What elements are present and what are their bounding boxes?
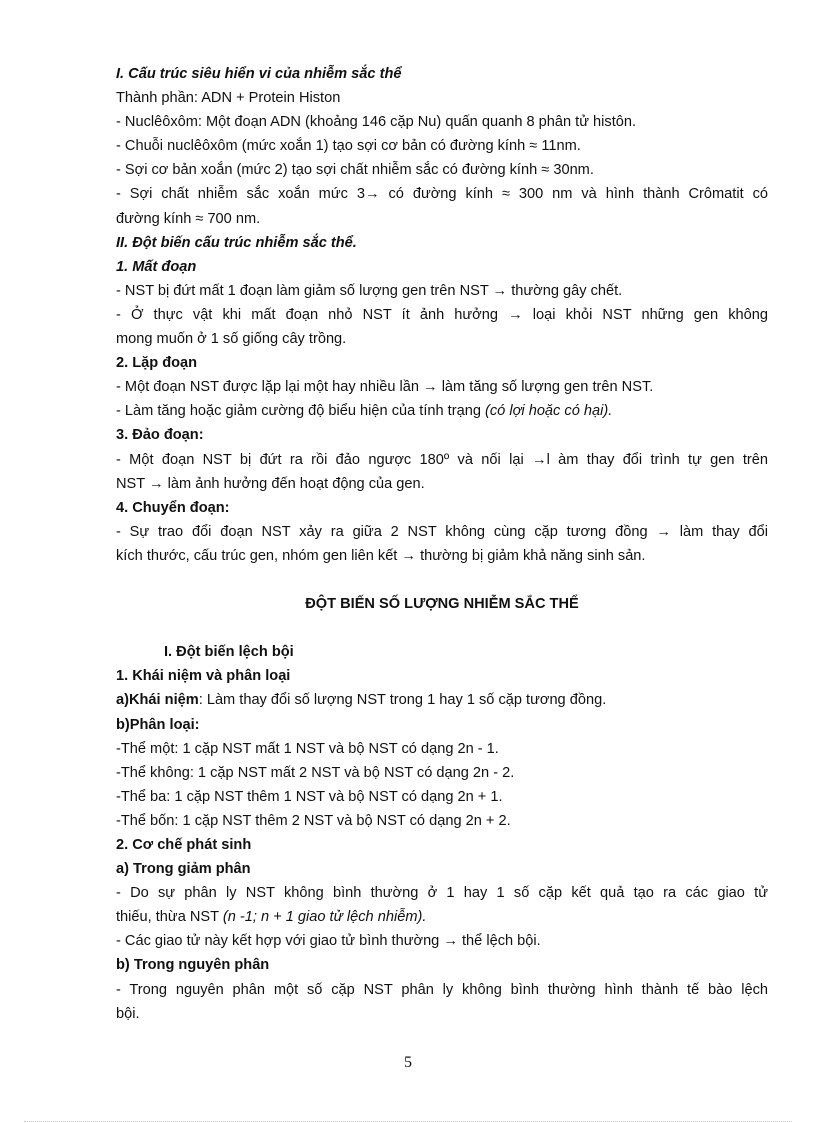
definition-label: a)Khái niệm: [116, 692, 199, 709]
subheading-duplication: 2. Lặp đoạn: [116, 355, 198, 372]
body-line: - Ở thực vật khi mất đoạn nhỏ NST ít ảnh hưởng → loại khỏi NST những gen không: [116, 306, 768, 323]
italic-note: (có lợi hoặc có hại).: [485, 403, 613, 420]
body-line: bội.: [116, 1005, 140, 1022]
body-line: - Sợi cơ bản xoắn (mức 2) tạo sợi chất nhiễm sắc có đường kính ≈ 30nm.: [116, 162, 594, 179]
type-item: -Thể không: 1 cặp NST mất 2 NST và bộ NST có dạng 2n - 2.: [116, 764, 515, 781]
body-text: - Làm tăng hoặc giảm cường độ biểu hiện của tính trạng: [116, 403, 486, 420]
body-line: mong muốn ở 1 số giống cây trồng.: [116, 331, 347, 348]
subheading-aneuploidy: I. Đột biến lệch bội: [164, 644, 294, 661]
body-line: - Các giao tử này kết hợp với giao tử bình thường → thể lệch bội.: [116, 933, 541, 950]
spacer: [116, 568, 768, 592]
type-item: -Thể bốn: 1 cặp NST thêm 2 NST và bộ NST có dạng 2n + 2.: [116, 812, 511, 829]
definition-line: [116, 688, 768, 712]
type-item: -Thể ba: 1 cặp NST thêm 1 NST và bộ NST có dạng 2n + 1.: [116, 788, 503, 805]
body-line: đường kính ≈ 700 nm.: [116, 210, 261, 227]
body-line: - Nuclêôxôm: Một đoạn ADN (khoảng 146 cặp Nu) quấn quanh 8 phân tử histôn.: [116, 114, 637, 131]
type-item: -Thể một: 1 cặp NST mất 1 NST và bộ NST có dạng 2n - 1.: [116, 740, 499, 757]
spacer: [116, 616, 768, 640]
subheading-inversion: 3. Đảo đoạn:: [116, 427, 204, 444]
italic-note: (n -1; n + 1 giao tử lệch nhiễm).: [222, 909, 427, 926]
body-line: NST → làm ảnh hưởng đến hoạt động của gen.: [116, 475, 425, 492]
section-heading-structural-mutation: II. Đột biến cấu trúc nhiễm sắc thể.: [116, 234, 357, 251]
section-heading-ultrastructure: I. Cấu trúc siêu hiển vi của nhiễm sắc thể: [116, 66, 402, 82]
body-line: - Một đoạn NST được lặp lại một hay nhiều lần → làm tăng số lượng gen trên NST.: [116, 379, 654, 396]
body-line: kích thước, cấu trúc gen, nhóm gen liên kết → thường bị giảm khả năng sinh sản.: [116, 547, 646, 564]
page-number: 5: [404, 1054, 412, 1071]
body-line: - Sợi chất nhiễm sắc xoắn mức 3→ có đường kính ≈ 300 nm và hình thành Crômatit có: [116, 186, 768, 203]
composition-line: Thành phần: ADN + Protein Histon: [116, 90, 341, 107]
subheading-deletion: 1. Mất đoạn: [116, 258, 197, 275]
body-line: - NST bị đứt mất 1 đoạn làm giảm số lượng gen trên NST → thường gây chết.: [116, 282, 623, 299]
body-line: [116, 905, 768, 929]
classification-label: b)Phân loại:: [116, 716, 200, 733]
body-text: thiếu, thừa NST: [116, 909, 223, 926]
subheading-concept: 1. Khái niệm và phân loại: [116, 668, 291, 685]
definition-text: : Làm thay đổi số lượng NST trong 1 hay 1 số cặp tương đồng.: [198, 692, 607, 709]
body-line: [116, 399, 768, 423]
subheading-meiosis: a) Trong giảm phân: [116, 861, 251, 878]
body-line: - Do sự phân ly NST không bình thường ở 1 hay 1 số cặp kết quả tạo ra các giao tử: [116, 885, 768, 902]
subheading-translocation: 4. Chuyển đoạn:: [116, 499, 230, 516]
body-line: - Sự trao đổi đoạn NST xảy ra giữa 2 NST không cùng cặp tương đồng → làm thay đổi: [116, 523, 768, 540]
page-bottom-divider: [24, 1121, 792, 1122]
section-title-numerical-mutation: ĐỘT BIẾN SỐ LƯỢNG NHIỄM SẮC THỂ: [305, 596, 579, 613]
subheading-mechanism: 2. Cơ chế phát sinh: [116, 837, 252, 853]
body-line: - Chuỗi nuclêôxôm (mức xoắn 1) tạo sợi cơ bản có đường kính ≈ 11nm.: [116, 138, 581, 155]
body-line: - Một đoạn NST bị đứt ra rồi đảo ngược 180º và nối lại →l àm thay đổi trình tự gen trên: [116, 451, 768, 468]
body-line: - Trong nguyên phân một số cặp NST phân ly không bình thường hình thành tế bào lệch: [116, 981, 768, 998]
page-content: [116, 62, 768, 1026]
subheading-mitosis: b) Trong nguyên phân: [116, 957, 270, 974]
